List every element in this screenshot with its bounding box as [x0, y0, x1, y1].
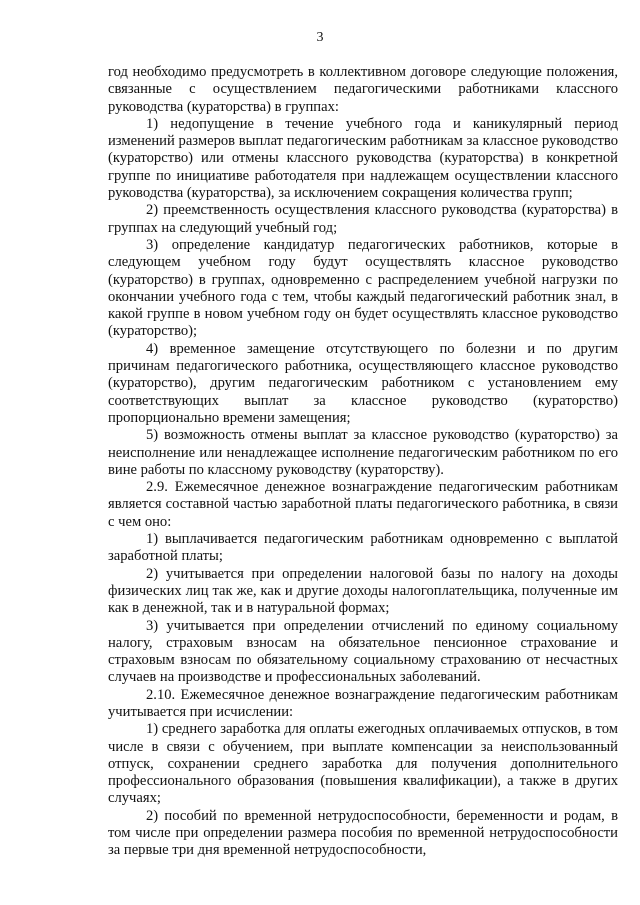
paragraph-2-9-item-2: 2) учитывается при определении налоговой базы по налогу на доходы физических лиц так же, как и другие доходы налогоплательщика, полученные им как в денежной, так и в натуральной формах; [108, 565, 618, 617]
paragraph-item-4-temporary-replacement: 4) временное замещение отсутствующего по болезни и по другим причинам педагогического работника, осуществляющего классное руководство (кураторство), другим педагогическим работником с установлением ему соответствующих выплат за классное руководство (кураторство) пропорционально времени замещения; [108, 340, 618, 426]
page-number: 3 [316, 30, 324, 45]
paragraph-item-1-no-changes: 1) недопущение в течение учебного года и каникулярный период изменений размеров выплат педагогическим работникам за классное руководство (кураторство) или отмены классного руководства (кураторства) в конкретной группе по инициативе работодателя при надлежащем осуществлении классного руководства (кураторства), за исключением сокращения количества групп; [108, 115, 618, 202]
paragraph-2-9-item-3: 3) учитывается при определении отчислений по единому социальному налогу, страховым взносам на обязательное пенсионное страхование и страховым взносам по обязательному социальному страхованию от несчастных случаев на производстве и профессиональных заболеваний. [108, 617, 618, 686]
paragraph-section-2-10: 2.10. Ежемесячное денежное вознаграждение педагогическим работникам учитывается при исчислении: [108, 686, 618, 720]
paragraph-item-3-candidates: 3) определение кандидатур педагогических работников, которые в следующем учебном году будут осуществлять классное руководство (кураторство) в группах, одновременно с распределением учебной нагрузки по окончании учебного года с тем, чтобы каждый педагогический работник знал, в какой группе в новом учебном году он будет осуществлять классное руководство (кураторство); [108, 236, 618, 340]
paragraph-item-5-cancellation: 5) возможность отмены выплат за классное руководство (кураторство) за неисполнение или ненадлежащее исполнение педагогическим работником по его вине работы по классному руководству (кураторству). [108, 427, 618, 478]
paragraph-2-10-item-2: 2) пособий по временной нетрудоспособности, беременности и родам, в том числе при определении размера пособия по временной нетрудоспособности за первые три дня временной нетрудоспособности, [108, 807, 618, 859]
document-body [108, 64, 618, 860]
paragraph-section-2-9: 2.9. Ежемесячное денежное вознаграждение педагогическим работникам является составной частью заработной платы педагогического работника, в связи с чем оно: [108, 479, 618, 530]
paragraph-intro-continuation: год необходимо предусмотреть в коллективном договоре следующие положения, связанные с осуществлением педагогическими работниками классного руководства (кураторства) в группах: [108, 64, 618, 115]
paragraph-2-10-item-1: 1) среднего заработка для оплаты ежегодных оплачиваемых отпусков, в том числе в связи с обучением, при выплате компенсации за неиспользованный отпуск, сохранении среднего заработка для получения дополнительного профессионального образования (повышения квалификации), а также в других случаях; [108, 721, 618, 807]
paragraph-2-9-item-1: 1) выплачивается педагогическим работникам одновременно с выплатой заработной платы; [108, 531, 618, 565]
paragraph-item-2-continuity: 2) преемственность осуществления классного руководства (кураторства) в группах на следующий учебный год; [108, 202, 618, 236]
